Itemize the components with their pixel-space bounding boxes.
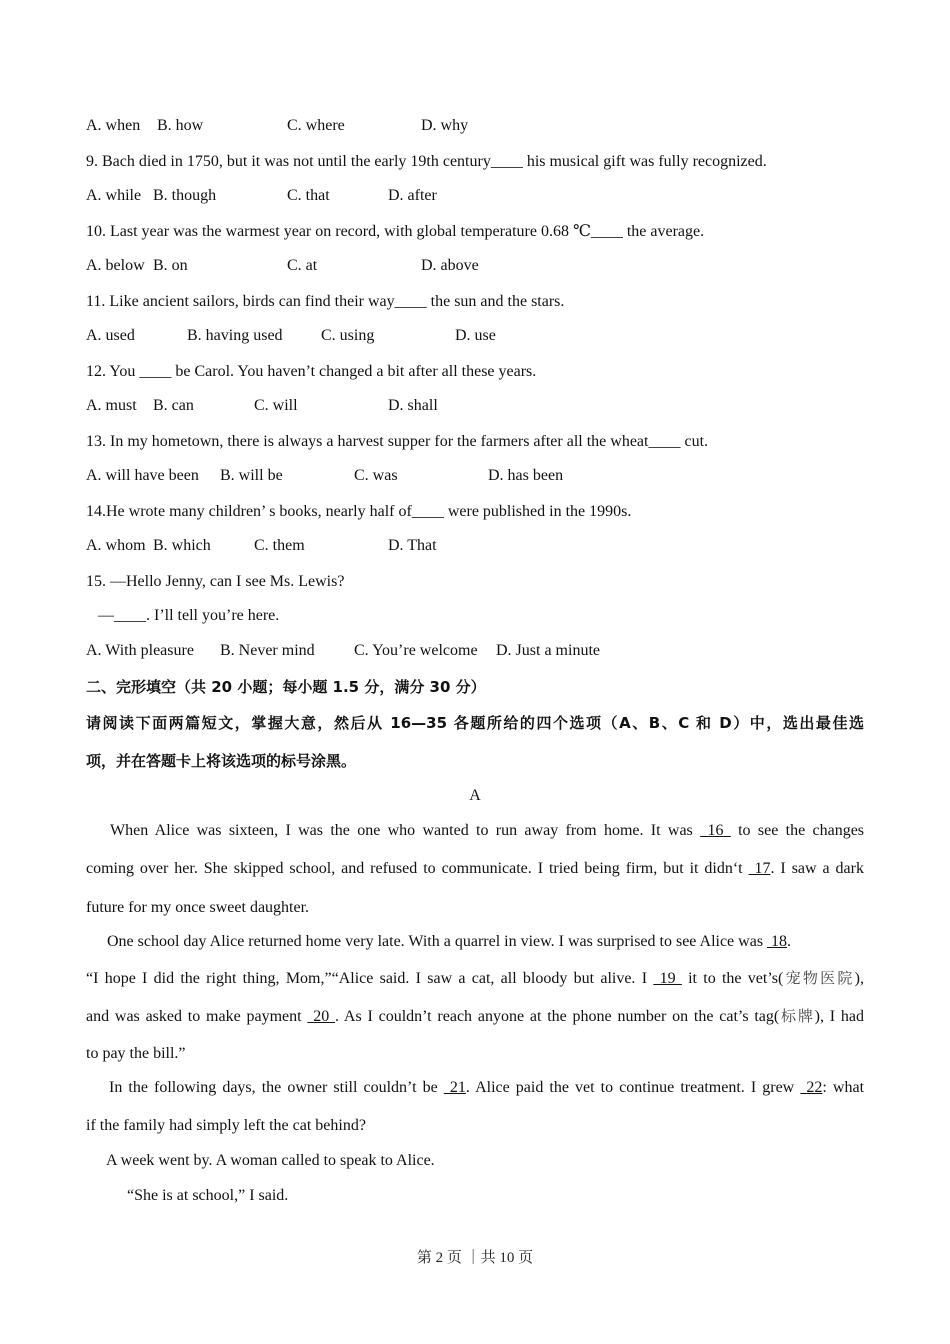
page-footer: 第 2 页 ｜共 10 页 xyxy=(416,1250,534,1266)
q10-stem: 10. Last year was the warmest year on record, with global temperature 0.68 ℃____ the average. xyxy=(86,223,705,240)
q9-option-d: D. after xyxy=(388,187,437,204)
q15-stem: 15. —Hello Jenny, can I see Ms. Lewis? xyxy=(86,573,345,590)
q13-stem: 13. In my hometown, there is always a harvest supper for the farmers after all the wheat____ cut. xyxy=(86,433,709,450)
passage-line: In the following days, the owner still couldn’t be 21. Alice paid the vet to continue treatment. I grew 22: what xyxy=(109,1079,865,1096)
passage-label: A xyxy=(469,787,481,804)
blank-19: 19 xyxy=(659,970,676,987)
q14-option-c: C. them xyxy=(254,537,305,554)
q15-option-b: B. Never mind xyxy=(220,642,315,659)
q15-option-c: C. You’re welcome xyxy=(354,642,478,659)
q15-reply: —____. I’ll tell you’re here. xyxy=(98,607,280,624)
q14-option-b: B. which xyxy=(153,537,211,554)
q8-option-b: B. how xyxy=(157,117,204,134)
blank-17: 17 xyxy=(754,860,771,877)
passage-line: “She is at school,” I said. xyxy=(127,1187,289,1204)
q10-option-c: C. at xyxy=(287,257,318,274)
blank-22: 22 xyxy=(806,1079,823,1096)
q10-option-a: A. below xyxy=(86,257,145,274)
blank-20: 20 xyxy=(313,1008,330,1025)
q13-option-d: D. has been xyxy=(488,467,564,484)
q12-stem: 12. You ____ be Carol. You haven’t changed a bit after all these years. xyxy=(86,363,537,380)
q11-option-c: C. using xyxy=(321,327,375,344)
passage-line: to pay the bill.” xyxy=(86,1045,186,1062)
q9-option-b: B. though xyxy=(153,187,217,204)
q14-option-a: A. whom xyxy=(86,537,146,554)
q9-option-c: C. that xyxy=(287,187,330,204)
q14-option-d: D. That xyxy=(388,537,437,554)
q11-option-b: B. having used xyxy=(187,327,283,344)
q10-option-b: B. on xyxy=(153,257,188,274)
q8-option-c: C. where xyxy=(287,117,345,134)
section-heading: 二、完形填空（共 20 小题；每小题 1.5 分，满分 30 分） xyxy=(86,678,486,696)
q14-stem: 14.He wrote many children’ s books, nearly half of____ were published in the 1990s. xyxy=(86,503,632,520)
passage-line: One school day Alice returned home very late. With a quarrel in view. I was surprised to see Alice was 18. xyxy=(107,933,792,950)
q13-option-c: C. was xyxy=(354,467,398,484)
q10-option-d: D. above xyxy=(421,257,479,274)
q11-option-a: A. used xyxy=(86,327,135,344)
q8-option-a: A. when xyxy=(86,117,141,134)
passage-line: future for my once sweet daughter. xyxy=(86,899,310,916)
passage-line: and was asked to make payment 20 . As I couldn’t reach anyone at the phone number on the cat’s tag(标牌), I had xyxy=(86,1007,864,1025)
q11-option-d: D. use xyxy=(455,327,496,344)
passage-line: A week went by. A woman called to speak to Alice. xyxy=(106,1152,435,1169)
passage-line: if the family had simply left the cat behind? xyxy=(86,1117,366,1134)
q9-option-a: A. while xyxy=(86,187,142,204)
q12-option-c: C. will xyxy=(254,397,298,414)
q11-stem: 11. Like ancient sailors, birds can find their way____ the sun and the stars. xyxy=(86,293,565,310)
q13-option-a: A. will have been xyxy=(86,467,199,484)
blank-18: 18 xyxy=(771,933,788,950)
section-instruction-line1: 请阅读下面两篇短文，掌握大意，然后从 16—35 各题所给的四个选项（A、B、C 和 D）中，选出最佳选 xyxy=(86,714,864,732)
q12-option-a: A. must xyxy=(86,397,137,414)
q12-option-b: B. can xyxy=(153,397,194,414)
q13-option-b: B. will be xyxy=(220,467,283,484)
blank-21: 21 xyxy=(449,1079,466,1096)
passage-line: “I hope I did the right thing, Mom,”“Alice said. I saw a cat, all bloody but alive. I 19 it to the vet’s(宠物医院), xyxy=(86,969,864,987)
section-instruction-line2: 项，并在答题卡上将该选项的标号涂黑。 xyxy=(86,752,357,770)
q15-option-d: D. Just a minute xyxy=(496,642,600,659)
q15-option-a: A. With pleasure xyxy=(86,642,194,659)
passage-line: When Alice was sixteen, I was the one who wanted to run away from home. It was 16 to see the changes xyxy=(110,822,865,839)
passage-line: coming over her. She skipped school, and refused to communicate. I tried being firm, but it didn‘t 17. I saw a dark xyxy=(86,860,864,877)
q12-option-d: D. shall xyxy=(388,397,438,414)
q8-option-d: D. why xyxy=(421,117,469,134)
q9-stem: 9. Bach died in 1750, but it was not until the early 19th century____ his musical gift was fully recognized. xyxy=(86,153,767,170)
blank-16: 16 xyxy=(707,822,724,839)
